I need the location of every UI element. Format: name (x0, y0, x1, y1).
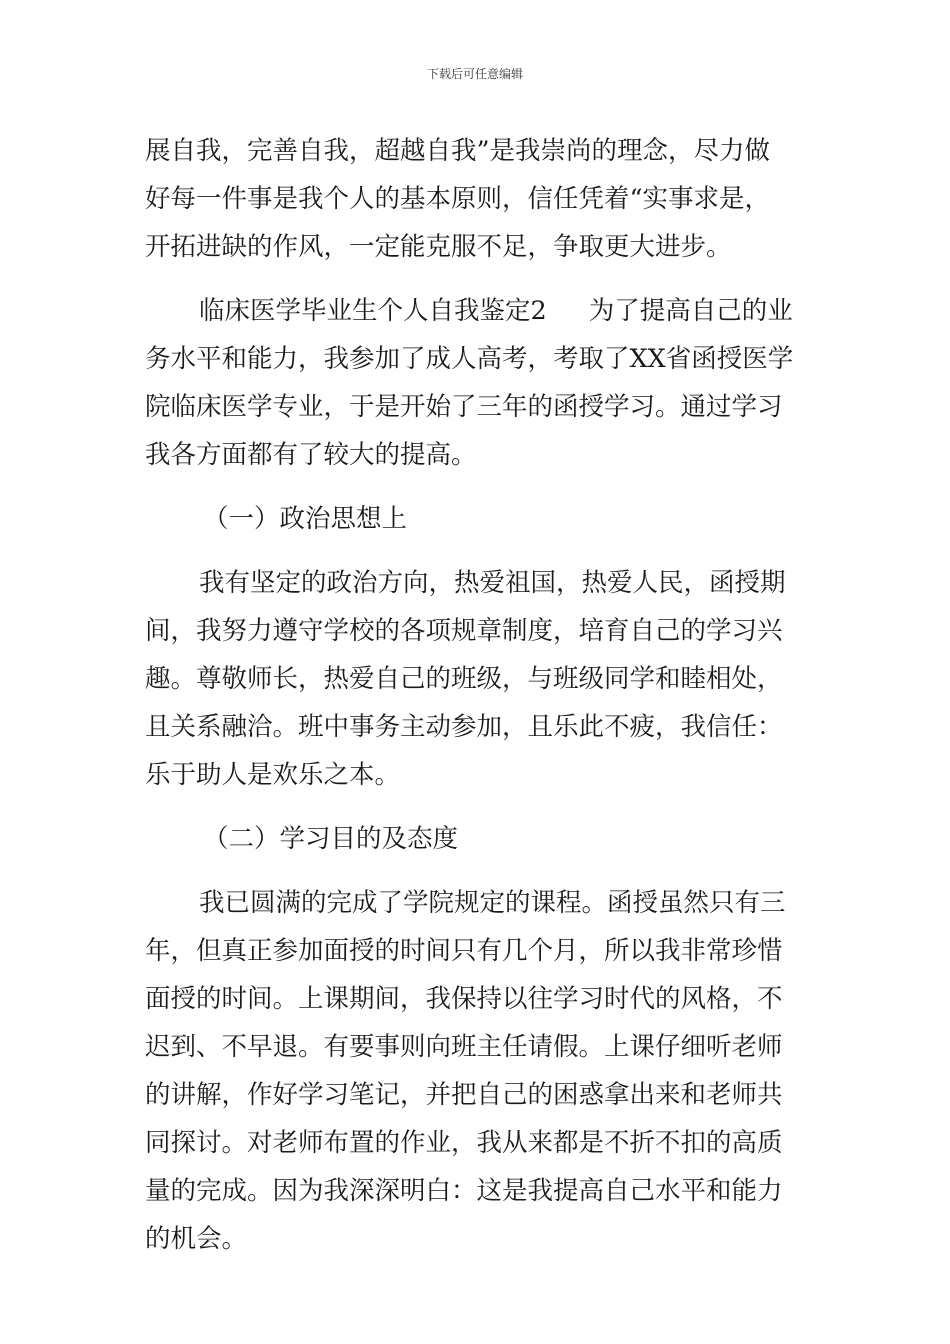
paragraph-text: 为了提高自己的业 (588, 296, 793, 326)
paragraph-line: 趣。尊敬师长，热爱自己的班级，与班级同学和睦相处， (145, 664, 783, 694)
section-title: 临床医学毕业生个人自我鉴定2 (199, 296, 547, 326)
subheading: （二）学习目的及态度 (203, 824, 459, 854)
paragraph-line: 量的完成。因为我深深明白：这是我提高自己水平和能力 (145, 1176, 783, 1206)
paragraph-line: 乐于助人是欢乐之本。 (145, 760, 401, 790)
paragraph-line: 开拓进缺的作风，一定能克服不足，争取更大进步。 (145, 232, 732, 262)
paragraph-line: 好每一件事是我个人的基本原则，信任凭着“实事求是， (145, 184, 771, 214)
paragraph-line: 的机会。 (145, 1224, 248, 1254)
paragraph-line: 我已圆满的完成了学院规定的课程。函授虽然只有三 (199, 888, 786, 918)
paragraph-line: 面授的时间。上课期间，我保持以往学习时代的风格，不 (145, 984, 783, 1014)
page-header: 下载后可任意编辑 (426, 67, 523, 81)
paragraph-line: 我各方面都有了较大的提高。 (145, 440, 477, 470)
paragraph-line: 院临床医学专业，于是开始了三年的函授学习。通过学习 (145, 392, 783, 422)
paragraph-line: 迟到、不早退。有要事则向班主任请假。上课仔细听老师 (145, 1032, 783, 1062)
paragraph-line: 同探讨。对老师布置的作业，我从来都是不折不扣的高质 (145, 1128, 783, 1158)
document-body (145, 127, 815, 1263)
paragraph-line: 展自我，完善自我，超越自我”是我崇尚的理念，尽力做 (145, 136, 771, 166)
paragraph-line: 的讲解，作好学习笔记，并把自己的困惑拿出来和老师共 (145, 1080, 783, 1110)
paragraph-line: 年，但真正参加面授的时间只有几个月，所以我非常珍惜 (145, 936, 783, 966)
paragraph-line: 我有坚定的政治方向，热爱祖国，热爱人民，函授期 (199, 568, 786, 598)
paragraph-line: 务水平和能力，我参加了成人高考，考取了XX省函授医学 (145, 344, 794, 374)
subheading: （一）政治思想上 (203, 504, 408, 534)
paragraph-line: 间，我努力遵守学校的各项规章制度，培育自己的学习兴 (145, 616, 783, 646)
section-title-line (145, 287, 815, 335)
paragraph-line: 且关系融洽。班中事务主动参加，且乐此不疲，我信任： (145, 712, 783, 742)
